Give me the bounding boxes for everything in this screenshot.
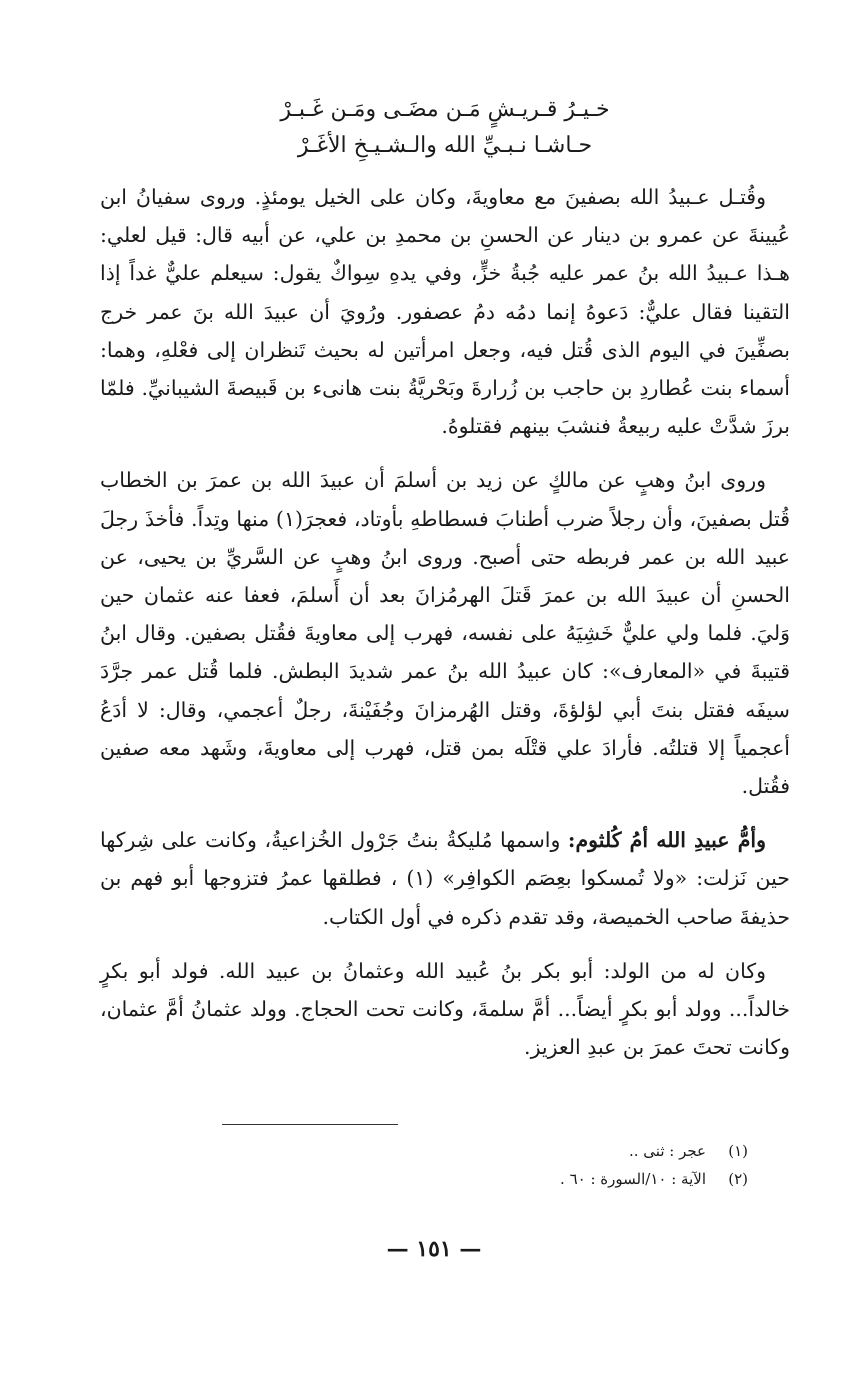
footnotes bbox=[348, 1137, 748, 1193]
footnote-1 bbox=[348, 1137, 748, 1165]
page-number: — ١٥١ — bbox=[386, 1236, 482, 1262]
footnote-1-text: عجر : ثنى .. bbox=[628, 1142, 706, 1160]
footnote-1-number: (١) bbox=[728, 1142, 748, 1160]
verse-line-1: خـيـرُ قـريـشٍ مَـن مضَـى ومَـن غَـبـرْ bbox=[280, 97, 610, 122]
paragraph-4-text: وكان له من الولد: أبو بكر بنُ عُبيد الله وعثمانُ بن عبيد الله. فولد أبو بكرٍ خالداً... وولد أبو بكرٍ أيضاً... أمَّ سلمةَ، وكانت تحت الحجاج. وولد عثمانُ أمَّ عثمان، وكانت تحتَ عمرَ بن عبدِ العزيز. bbox=[100, 958, 790, 1060]
footnote-divider bbox=[222, 1124, 398, 1125]
paragraph-1 bbox=[100, 178, 790, 445]
footnote-2-text: الآية : ١٠/السورة : ٦٠ . bbox=[560, 1170, 706, 1188]
paragraph-2-text: وروى ابنُ وهبٍ عن مالكٍ عن زيد بن أسلمَ أن عبيدَ الله بن عمرَ بن الخطاب قُتل بصفينَ، وأن رجلاً ضرب أطنابَ فسطاطهِ بأوتاد، فعجرَ(١) منها وتِداً. فأخذَ رجلَ عبيد الله بن عمر فربطه حتى أصبح. وروى ابنُ وهبٍ عن السَّريِّ بن يحيى، عن الحسنِ أن عبيدَ الله بن عمرَ قَتلَ الهرمُزانَ بعد أن أَسلمَ، فعفا عنه عثمان حين وَليَ. فلما ولي عليٌّ خَشِيَهُ على نفسه، فهرب إلى معاويةَ فقُتل بصفين. وقال ابنُ قتيبةَ في «المعارف»: كان عبيدُ الله بنُ عمر شديدَ البطش. فلما قُتل عمر جرَّدَ سيفَه فقتل بنتَ أبي لؤلؤةَ، وقتل الهُرمزانَ وجُفَيْنةَ، رجلٌ أعجمي، وقال: لا أدَعُ أعجمياً إلا قتلتُه. فأرادَ علي قتْلَه بمن قتل، فهرب إلى معاويةَ، وشَهد معه صفين فقُتل. bbox=[100, 468, 790, 799]
paragraph-4 bbox=[100, 952, 790, 1067]
paragraph-2 bbox=[100, 461, 790, 805]
verse-line-2: حـاشـا نـبـيِّ الله والـشـيـخِ الأغَـرْ bbox=[297, 133, 593, 158]
footnote-2 bbox=[348, 1165, 748, 1193]
poetry-verse bbox=[100, 92, 790, 164]
paragraph-1-text: وقُتـل عـبيدُ الله بصفينَ مع معاويةَ، وكان على الخيل يومئذٍ. وروى سفيانُ ابن عُيينةَ عن عمرو بن دينار عن الحسنِ بن محمدِ بن علي، عن أبيه قال: قيل لعلي: هـذا عـبيدُ الله بنُ عمر عليه جُبةُ خزٍّ، وفي يدهِ سِواكٌ يقول: سيعلم عليٌّ غداً إذا التقينا فقال عليٌّ: دَعوهُ إنما دمُه دمُ عصفور. ورُويَ أن عبيدَ الله بنَ عمر خرج بصفِّينَ في اليوم الذى قُتل فيه، وجعل امرأتين له بحيث تَنظران إلى فعْلهِ، وهما: أسماء بنت عُطاردِ بن حاجب بن زُرارةَ وبَحْريَّةُ بنت هانىء بن قَبيصةَ الشيبانيِّ. فلمّا برزَ شدَّتْ عليه ربيعةُ فنشبَ بينهم فقتلوهُ. bbox=[100, 185, 790, 439]
paragraph-3 bbox=[100, 821, 790, 936]
paragraph-3-lead: وأمُّ عبيدِ الله أمُ كُلثوم: bbox=[567, 828, 766, 853]
paragraph-3-text: واسمها مُليكةُ بنتُ جَرْول الخُزاعيةُ، وكانت على شِركها حين نَزلت: «ولا تُمسكوا بعِصَم الكوافِر» (١) ، فطلقها عمرُ فتزوجها أبو فهم بن حذيفةَ صاحب الخميصة، وقد تقدم ذكره في أول الكتاب. bbox=[100, 828, 790, 929]
footnote-2-number: (٢) bbox=[728, 1170, 748, 1188]
page-body bbox=[100, 92, 790, 1082]
